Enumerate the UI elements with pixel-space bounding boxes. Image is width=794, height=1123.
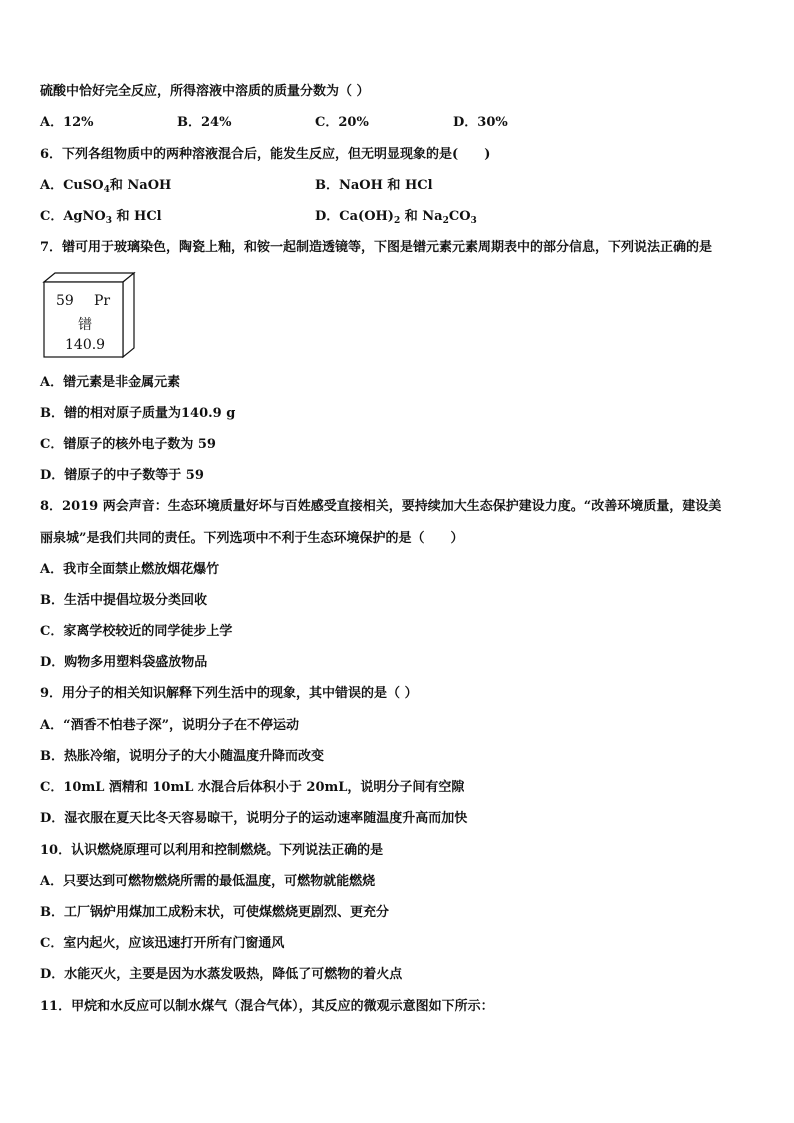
q9-option-d: D．湿衣服在夏天比冬天容易晾干，说明分子的运动速率随温度升高而加快	[40, 811, 468, 826]
q6a-part1: A．CuSO	[40, 178, 104, 193]
q8-stem-line1: 8．2019 两会声音：生态环境质量好坏与百姓感受直接相关，要持续加大生态保护建设力度。“改善环境质量，建设美	[40, 499, 722, 514]
atomic-mass: 140.9	[65, 337, 106, 353]
q7-stem: 7．镨可用于玻璃染色，陶瓷上釉，和铵一起制造透镜等，下图是镨元素元素周期表中的部分信息，下列说法正确的是	[40, 240, 713, 255]
element-name: 镨	[78, 317, 92, 333]
q10-option-c: C．室内起火，应该迅速打开所有门窗通风	[40, 936, 285, 951]
q6-option-a	[40, 178, 171, 198]
q10-option-a: A．只要达到可燃物燃烧所需的最低温度，可燃物就能燃烧	[40, 874, 376, 889]
q9-option-a: A．“酒香不怕巷子深”，说明分子在不停运动	[40, 718, 300, 733]
q5-option-a: A．12%	[40, 115, 94, 130]
q6d-part2: 和 Na	[400, 209, 443, 224]
q6d-subscript2: 2	[442, 216, 449, 226]
q10-option-d: D．水能灭火，主要是因为水蒸发吸热，降低了可燃物的着火点	[40, 967, 403, 982]
q10-stem: 10．认识燃烧原理可以利用和控制燃烧。下列说法正确的是	[40, 843, 384, 858]
q5-option-c: C．20%	[315, 115, 369, 130]
q9-option-b: B．热胀冷缩，说明分子的大小随温度升降而改变	[40, 749, 324, 764]
q8-option-b: B．生活中提倡垃圾分类回收	[40, 593, 207, 608]
q6a-part2: 和 NaOH	[109, 178, 172, 193]
q6c-part2: 和 HCl	[112, 209, 162, 224]
q5-option-d: D．30%	[453, 115, 508, 130]
q7-option-c: C．镨原子的核外电子数为 59	[40, 437, 216, 452]
element-card-praseodymium	[42, 271, 136, 359]
q6-option-b: B．NaOH 和 HCl	[315, 178, 433, 193]
q7-option-b: B．镨的相对原子质量为140.9 g	[40, 406, 236, 421]
q10-option-b: B．工厂锅炉用煤加工成粉末状，可使煤燃烧更剧烈、更充分	[40, 905, 389, 920]
q6c-subscript: 3	[105, 216, 112, 226]
q6d-part3: CO	[448, 209, 471, 224]
q6d-part1: D．Ca(OH)	[315, 209, 394, 224]
q6a-subscript: 4	[103, 185, 110, 195]
q9-option-c: C．10mL 酒精和 10mL 水混合后体积小于 20mL，说明分子间有空隙	[40, 780, 465, 795]
q7-option-d: D．镨原子的中子数等于 59	[40, 468, 204, 483]
q8-stem-line2: 丽泉城”是我们共同的责任。下列选项中不利于生态环境保护的是（ ）	[40, 531, 464, 546]
q6c-part1: C．AgNO	[40, 209, 106, 224]
q6d-subscript1: 2	[393, 216, 401, 226]
q5-option-b: B．24%	[177, 115, 232, 130]
q8-option-d: D．购物多用塑料袋盛放物品	[40, 655, 208, 670]
q9-stem: 9．用分子的相关知识解释下列生活中的现象，其中错误的是（ ）	[40, 686, 418, 701]
q6-option-c	[40, 209, 162, 229]
element-symbol: Pr	[94, 293, 111, 309]
continued-question-text: 硫酸中恰好完全反应，所得溶液中溶质的质量分数为（ ）	[40, 84, 370, 99]
q6d-subscript3: 3	[470, 216, 477, 226]
q11-stem: 11．甲烷和水反应可以制水煤气（混合气体），其反应的微观示意图如下所示：	[40, 999, 494, 1014]
q6-stem: 6．下列各组物质中的两种溶液混合后，能发生反应，但无明显现象的是( )	[40, 147, 491, 162]
q8-option-c: C．家离学校较近的同学徒步上学	[40, 624, 233, 639]
q6-option-d	[315, 209, 477, 229]
q8-option-a: A．我市全面禁止燃放烟花爆竹	[40, 562, 220, 577]
q7-option-a: A．镨元素是非金属元素	[40, 375, 181, 390]
atomic-number: 59	[56, 293, 74, 309]
